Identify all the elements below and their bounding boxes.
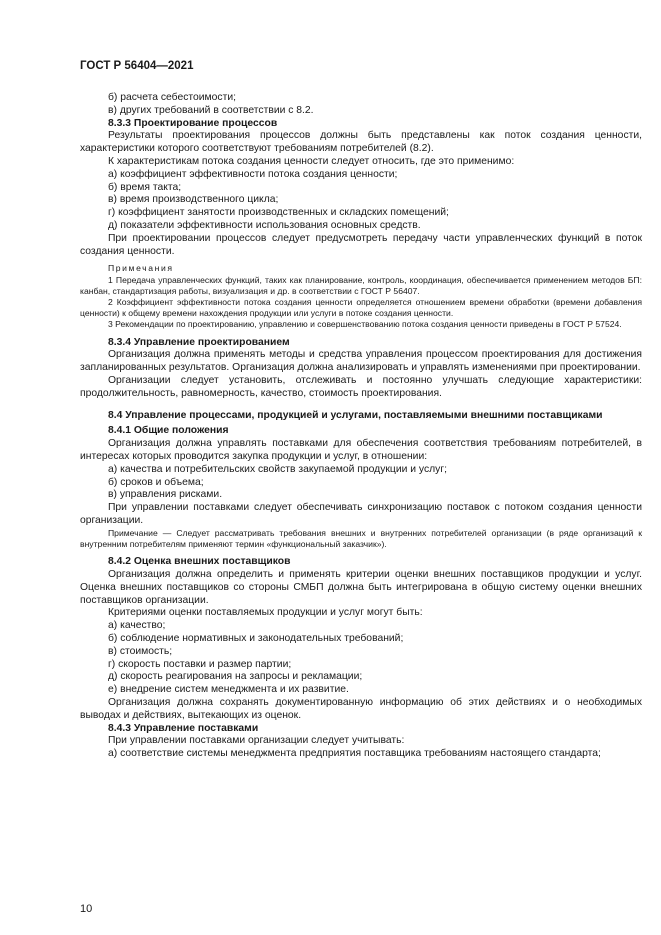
section-heading: 8.3.3 Проектирование процессов [108, 117, 278, 129]
section-heading: 8.3.4 Управление проектированием [108, 336, 290, 348]
paragraph: г) скорость поставки и размер партии; [108, 658, 292, 670]
document-body [80, 92, 642, 761]
notes-title: Примечания [108, 263, 174, 274]
paragraph: б) соблюдение нормативных и законодательных требований; [108, 632, 404, 644]
paragraph: д) скорость реагирования на запросы и рекламации; [108, 671, 363, 683]
note-item: 1 Передача управленческих функций, таких как планирование, контроль, координация, обеспечивается применением методов БП: канбан, стандартизация работы, визуализация и др. в соответствии с ГОСТ Р 56407. [80, 274, 642, 296]
paragraph: а) соответствие системы менеджмента предприятия поставщика требованиям настоящего стандарта; [108, 748, 601, 760]
paragraph: в) время производственного цикла; [108, 194, 279, 206]
paragraph: Организация должна управлять поставками для обеспечения соответствия требованиям потребителей, в интересах которых проводится закупка продукции и услуг, в отношении: [80, 438, 642, 462]
paragraph: в) управления рисками. [108, 489, 223, 501]
paragraph: б) время такта; [108, 181, 182, 193]
paragraph: Организация должна применять методы и средства управления процессом проектирования для достижения запланированных результатов. Организация должна анализировать и управлять изменениями при проектировании. [80, 349, 642, 374]
paragraph: а) качества и потребительских свойств закупаемой продукции и услуг; [108, 463, 447, 475]
paragraph: При управлении поставками следует обеспечивать синхронизацию поставок с потоком создания ценности организации. [80, 502, 642, 526]
paragraph: б) расчета себестоимости; [108, 92, 236, 103]
paragraph: а) коэффициент эффективности потока создания ценности; [108, 168, 398, 180]
note-item: Примечание — Следует рассматривать требования внешних и внутренних потребителей организации (в ряде организаций к внутренним потребителям применяют термин «функциональный заказчик»). [80, 527, 642, 549]
paragraph: Организации следует установить, отслеживать и постоянно улучшать следующие характеристики: продолжительность, равномерность, качество, стоимость проектирования. [80, 374, 642, 399]
page-number: 10 [80, 903, 93, 915]
paragraph: в) стоимость; [108, 645, 173, 657]
paragraph: При проектировании процессов следует предусмотреть передачу части управленческих функций в поток создания ценности. [80, 232, 642, 257]
standard-code-header: ГОСТ Р 56404—2021 [80, 60, 194, 72]
paragraph: Организация должна определить и применять критерии оценки внешних поставщиков продукции и услуг. Оценка внешних поставщиков со стороны СМБП должна быть интегрирована в общую систему оценки внешних поставщиков организации. [80, 568, 642, 606]
paragraph: При управлении поставками организации следует учитывать: [108, 735, 405, 747]
paragraph: а) качество; [108, 620, 166, 632]
paragraph: е) внедрение систем менеджмента и их развитие. [108, 684, 349, 696]
paragraph: К характеристикам потока создания ценности следует относить, где это применимо: [108, 155, 515, 167]
section-heading: 8.4.1 Общие положения [108, 425, 229, 437]
note-item: 2 Коэффициент эффективности потока создания ценности определяется отношением времени обработки (времени добавления ценности) к общему времени нахождения продукции или услуги в потоке создания ценности. [80, 296, 642, 319]
clause-heading: 8.4 Управление процессами, продукцией и услугами, поставляемыми внешними поставщиками [108, 409, 603, 421]
paragraph: б) сроков и объема; [108, 476, 204, 488]
paragraph: Критериями оценки поставляемых продукции и услуг могут быть: [108, 607, 423, 619]
note-item: 3 Рекомендации по проектированию, управлению и совершенствованию потока создания ценности приведены в ГОСТ Р 57524. [108, 319, 622, 330]
paragraph: Результаты проектирования процессов должны быть представлены как поток создания ценности, характеристики которого соответствуют требованиям потребителей (8.2). [80, 130, 642, 155]
paragraph: г) коэффициент занятости производственных и складских помещений; [108, 207, 449, 219]
paragraph: Организация должна сохранять документированную информацию об этих действиях и о необходимых выводах и действиях, вытекающих из оценок. [80, 696, 642, 721]
section-heading: 8.4.2 Оценка внешних поставщиков [108, 556, 291, 568]
paragraph: в) других требований в соответствии с 8.2. [108, 104, 314, 116]
paragraph: д) показатели эффективности использования основных средств. [108, 219, 421, 231]
section-heading: 8.4.3 Управление поставками [108, 722, 259, 734]
